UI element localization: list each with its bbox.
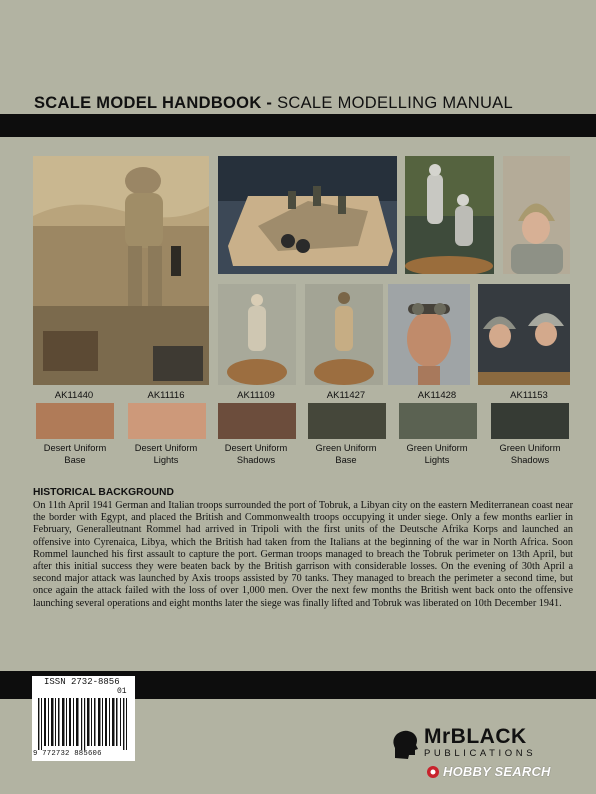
- swatch-name: Green Uniform Lights: [406, 443, 468, 465]
- product-code: AK11109: [237, 390, 275, 401]
- swatch-name: Green Uniform Shadows: [499, 443, 561, 465]
- color-swatch-desert-lights: [128, 403, 206, 439]
- publisher-subtitle: PUBLICATIONS: [424, 748, 537, 759]
- product-code: AK11116: [147, 390, 185, 401]
- color-swatch-desert-shadows: [218, 403, 296, 439]
- publisher-name: MrBLACK: [424, 725, 527, 748]
- photo-desert-diorama: [33, 156, 209, 385]
- photo-figure-painted-1: [305, 284, 383, 385]
- color-swatch-green-base: [308, 403, 386, 439]
- watermark-logo-icon: [426, 765, 441, 784]
- color-swatch-green-shadows: [491, 403, 569, 439]
- product-code: AK11428: [417, 390, 457, 401]
- product-code: AK11427: [326, 390, 366, 401]
- ean-number: 9 772732 885606: [33, 750, 102, 758]
- history-body: On 11th April 1941 German and Italian troops surrounded the port of Tobruk, a Libyan city on the eastern Mediterranean coast near the border with Egypt, and placed the British and Commonwealth troops occupying it under siege. Only a few months earlier in February, Generalleutnant Rommel had arrived in Tripoli with the first units of the Deutsche Afrika Korps and launched an offensive into Cyrenaica, Libya, which the British had taken from the Italians at the beginning of the war in North Africa. Soon Rommel launched his first assault to capture the port. German troops managed to breach the Tobruk perimeter on 13th April, but after this initial success they were beaten back by the British garrison with considerable losses. On the evening of 30th April a second major attack was launched by Axis troops assisted by 70 tanks. They managed to breach the perimeter a second time, but once again the attack failed with the loss of over 1,000 men. Over the next few months the British went back onto the offensive launching several operations and eight months later the siege was finally lifted and Tobruk was liberated on 10th December 1941.: [33, 500, 573, 609]
- photo-helmet-bust: [503, 156, 570, 274]
- photo-figure-unpainted-1: [218, 284, 296, 385]
- swatch-name: Desert Uniform Shadows: [224, 443, 288, 465]
- product-code: AK11153: [510, 390, 548, 401]
- top-black-bar: [0, 114, 596, 137]
- issue-number: 01: [117, 687, 127, 696]
- publisher-head-icon: [389, 728, 421, 765]
- swatch-name: Green Uniform Base: [315, 443, 377, 465]
- title-main: SCALE MODEL HANDBOOK -: [34, 94, 278, 112]
- photo-head-goggles: [388, 284, 470, 385]
- title-sub: SCALE MODELLING MANUAL: [277, 94, 513, 112]
- product-code: AK11440: [54, 390, 94, 401]
- book-title: [34, 94, 513, 113]
- issn-label: ISSN 2732-8856: [44, 677, 120, 687]
- swatch-name: Desert Uniform Base: [43, 443, 107, 465]
- photo-gun-emplacement: [218, 156, 397, 274]
- history-heading: HISTORICAL BACKGROUND: [33, 487, 174, 498]
- color-swatch-desert-base: [36, 403, 114, 439]
- color-swatch-green-lights: [399, 403, 477, 439]
- swatch-name: Desert Uniform Lights: [134, 443, 198, 465]
- photo-grey-figures: [405, 156, 494, 274]
- watermark-text: HOBBY SEARCH: [443, 764, 551, 779]
- photo-helmet-heads: [478, 284, 570, 385]
